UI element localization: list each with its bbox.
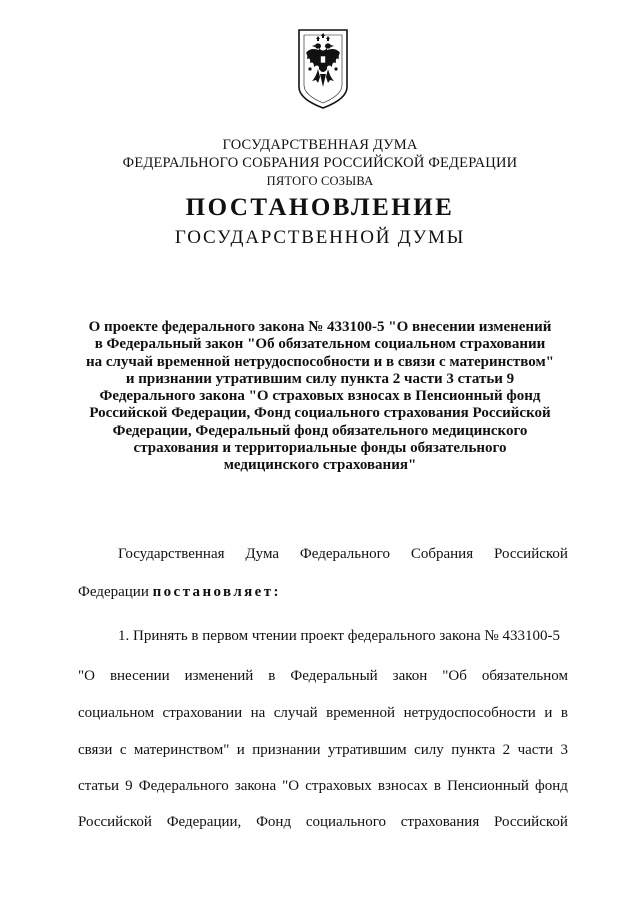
word: Собрания	[410, 546, 474, 562]
word: взносах	[377, 778, 428, 794]
word: фонд	[535, 778, 568, 794]
word: "О	[78, 668, 95, 684]
word: связи	[78, 742, 113, 758]
word: закон	[392, 668, 428, 684]
word: нетрудоспособности	[403, 705, 536, 721]
word: утратившим	[327, 742, 407, 758]
word: в	[560, 705, 568, 721]
word: на	[250, 705, 266, 721]
word: 3	[560, 742, 568, 758]
word: страховании	[162, 705, 243, 721]
word: статьи	[78, 778, 120, 794]
subject-line: Федерального закона "О страховых взносах в Пенсионный фонд	[99, 388, 541, 405]
header-line-duma: ГОСУДАРСТВЕННАЯ ДУМА	[222, 137, 418, 153]
word: изменений	[184, 668, 254, 684]
word: страхования	[400, 814, 480, 830]
preamble-line-2	[78, 583, 568, 601]
document-issuer-title: ГОСУДАРСТВЕННОЙ ДУМЫ	[174, 227, 466, 248]
resolution-subject	[60, 319, 580, 475]
word: Федерального	[138, 778, 229, 794]
word: временной	[326, 705, 396, 721]
word: и	[544, 705, 553, 721]
word: страховых	[305, 778, 372, 794]
subject-line: и признании утратившим силу пункта 2 части 3 статьи 9	[125, 370, 515, 387]
header-line-convocation: ПЯТОГО СОЗЫВА	[266, 174, 374, 188]
item1-line-2	[78, 667, 568, 685]
word: Российской	[494, 546, 568, 562]
word: обязательном	[481, 668, 568, 684]
header-line-assembly: ФЕДЕРАЛЬНОГО СОБРАНИЯ РОССИЙСКОЙ ФЕДЕРАЦИИ	[122, 155, 518, 171]
word: и	[236, 742, 245, 758]
word: Государственная	[118, 546, 225, 562]
item1-line-4	[78, 741, 568, 759]
subject-line: на случай временной нетрудоспособности и в связи с материнством"	[85, 353, 555, 370]
word: Российской	[494, 814, 568, 830]
word: "Об	[442, 668, 467, 684]
item1-line-1: 1. Принять в первом чтении проект федерального закона № 433100-5	[118, 628, 560, 644]
subject-line: Федерации, Федеральный фонд обязательного медицинского	[112, 422, 528, 439]
item1-line-3	[78, 704, 568, 722]
word: признании	[252, 742, 321, 758]
word: в	[433, 778, 441, 794]
word: "О	[282, 778, 300, 794]
word: в	[268, 668, 276, 684]
subject-line: страхования и территориальные фонды обязательного	[133, 440, 507, 457]
word: с	[119, 742, 127, 758]
word: случай	[273, 705, 318, 721]
item1-line-5	[78, 777, 568, 795]
subject-line: в Федеральный закон "Об обязательном социальном страховании	[94, 336, 546, 353]
word: Дума	[245, 546, 280, 562]
issuing-body-header	[0, 136, 640, 190]
preamble-line-1	[118, 545, 568, 563]
document-type-title: ПОСТАНОВЛЕНИЕ	[185, 194, 455, 221]
word: внесении	[109, 668, 170, 684]
word: Пенсионный	[447, 778, 529, 794]
item1-line-6	[78, 813, 568, 831]
word: части	[517, 742, 554, 758]
word: Федерального	[299, 546, 390, 562]
decree-verb: постановляет:	[152, 584, 281, 600]
subject-line: медицинского страхования"	[223, 457, 417, 474]
word: Федерации,	[166, 814, 242, 830]
word: силу	[414, 742, 444, 758]
word: Федеральный	[290, 668, 378, 684]
word: социального	[305, 814, 386, 830]
word: 2	[502, 742, 511, 758]
word: социальном	[78, 705, 155, 721]
word: материнством"	[133, 742, 230, 758]
subject-line: О проекте федерального закона № 433100-5 "О внесении изменений	[88, 319, 552, 335]
word: Российской	[78, 814, 152, 830]
coat-of-arms-icon	[296, 27, 350, 111]
word: закона	[234, 778, 277, 794]
word: пункта	[451, 742, 496, 758]
subject-line: Российской Федерации, Фонд социального страхования Российской	[89, 405, 551, 422]
preamble-federation: Федерации	[78, 584, 149, 600]
word: 9	[125, 778, 133, 794]
word: Фонд	[256, 814, 292, 830]
